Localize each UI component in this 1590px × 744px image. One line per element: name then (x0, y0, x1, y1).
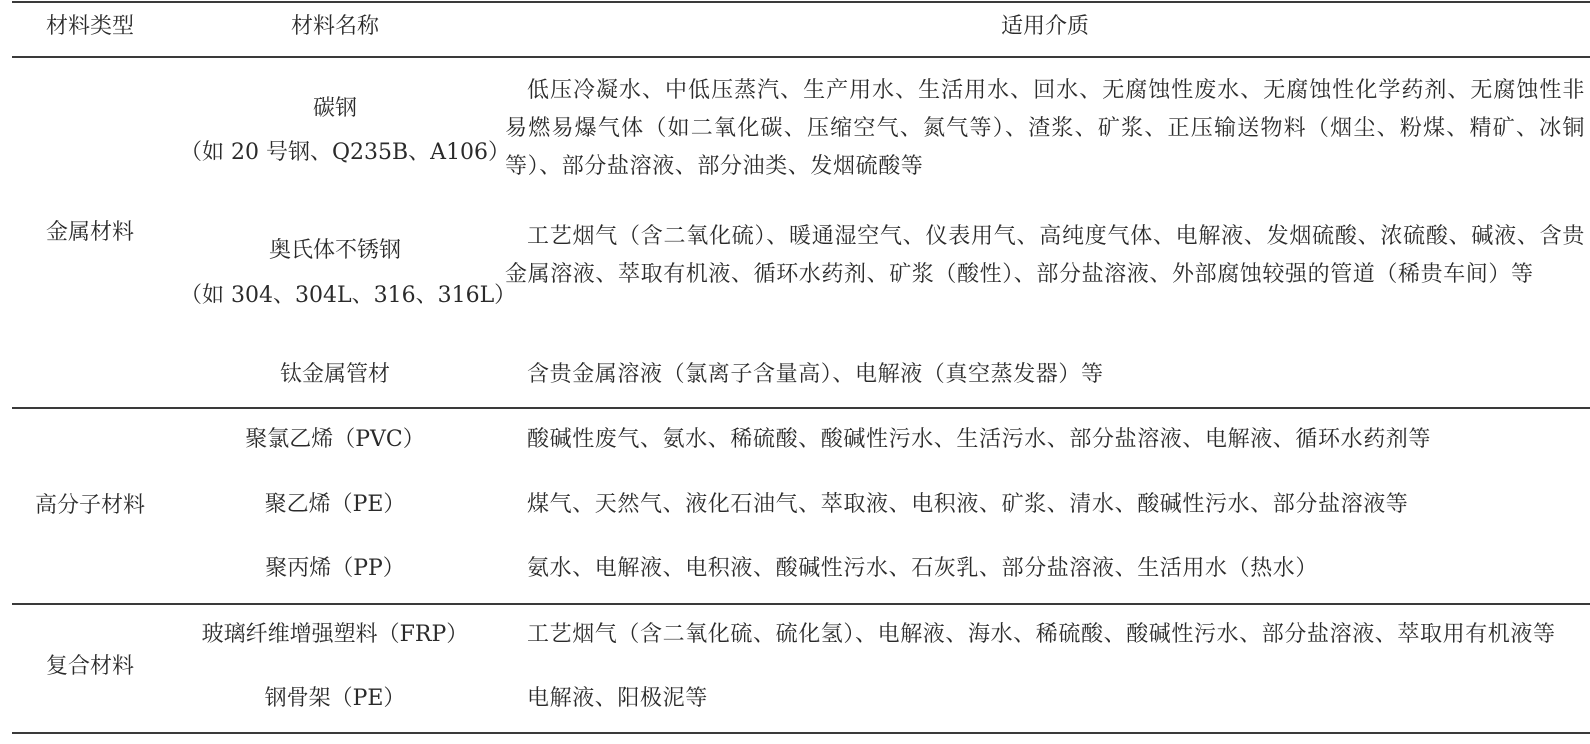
applicable-media: 煤气、天然气、液化石油气、萃取液、电积液、矿浆、清水、酸碱性污水、部分盐溶液等 (527, 492, 1409, 517)
group-type-composite: 复合材料 (45, 654, 134, 679)
material-name-detail: （如 304、304L、316、316L） (180, 283, 517, 308)
applicable-media: 电解液、阳极泥等 (527, 686, 708, 711)
material-name: 钛金属管材 (279, 362, 390, 387)
header-material-name: 材料名称 (290, 14, 379, 39)
table-top-rule (12, 1, 1590, 3)
material-name: 聚丙烯（PP） (265, 556, 405, 581)
applicable-media: 酸碱性废气、氨水、稀硫酸、酸碱性污水、生活污水、部分盐溶液、电解液、循环水药剂等 (527, 427, 1432, 452)
material-name-detail: （如 20 号钢、Q235B、A106） (180, 140, 511, 165)
applicable-media: 氨水、电解液、电积液、酸碱性污水、石灰乳、部分盐溶液、生活用水（热水） (527, 556, 1319, 581)
material-name: 玻璃纤维增强塑料（FRP） (201, 622, 469, 647)
header-bottom-rule (12, 56, 1590, 58)
applicable-media: 工艺烟气（含二氧化硫）、暖通湿空气、仪表用气、高纯度气体、电解液、发烟硫酸、浓硫酸、碱液、含贵金属溶液、萃取有机液、循环水药剂、矿浆（酸性）、部分盐溶液、外部腐蚀较强的管道（稀贵车间）等 (505, 224, 1585, 287)
material-name: 碳钢 (312, 96, 357, 121)
material-name: 钢骨架（PE） (264, 686, 406, 711)
header-applicable-media: 适用介质 (1000, 14, 1089, 39)
material-name: 聚氯乙烯（PVC） (245, 427, 425, 452)
table-bottom-rule (12, 732, 1590, 734)
material-name: 奥氏体不锈钢 (268, 238, 401, 263)
applicable-media: 工艺烟气（含二氧化硫、硫化氢）、电解液、海水、稀硫酸、酸碱性污水、部分盐溶液、萃取用有机液等 (527, 622, 1556, 647)
group-divider (12, 603, 1590, 605)
applicable-media: 含贵金属溶液（氯离子含量高）、电解液（真空蒸发器）等 (527, 362, 1104, 387)
header-material-type: 材料类型 (45, 14, 134, 39)
material-name: 聚乙烯（PE） (264, 492, 406, 517)
group-type-metal: 金属材料 (45, 220, 134, 245)
applicable-media: 低压冷凝水、中低压蒸汽、生产用水、生活用水、回水、无腐蚀性废水、无腐蚀性化学药剂、无腐蚀性非易燃易爆气体（如二氧化碳、压缩空气、氮气等）、渣浆、矿浆、正压输送物料（烟尘、粉煤、精矿、冰铜等）、部分盐溶液、部分油类、发烟硫酸等 (505, 78, 1585, 179)
group-divider (12, 407, 1590, 409)
group-type-polymer: 高分子材料 (34, 493, 145, 518)
